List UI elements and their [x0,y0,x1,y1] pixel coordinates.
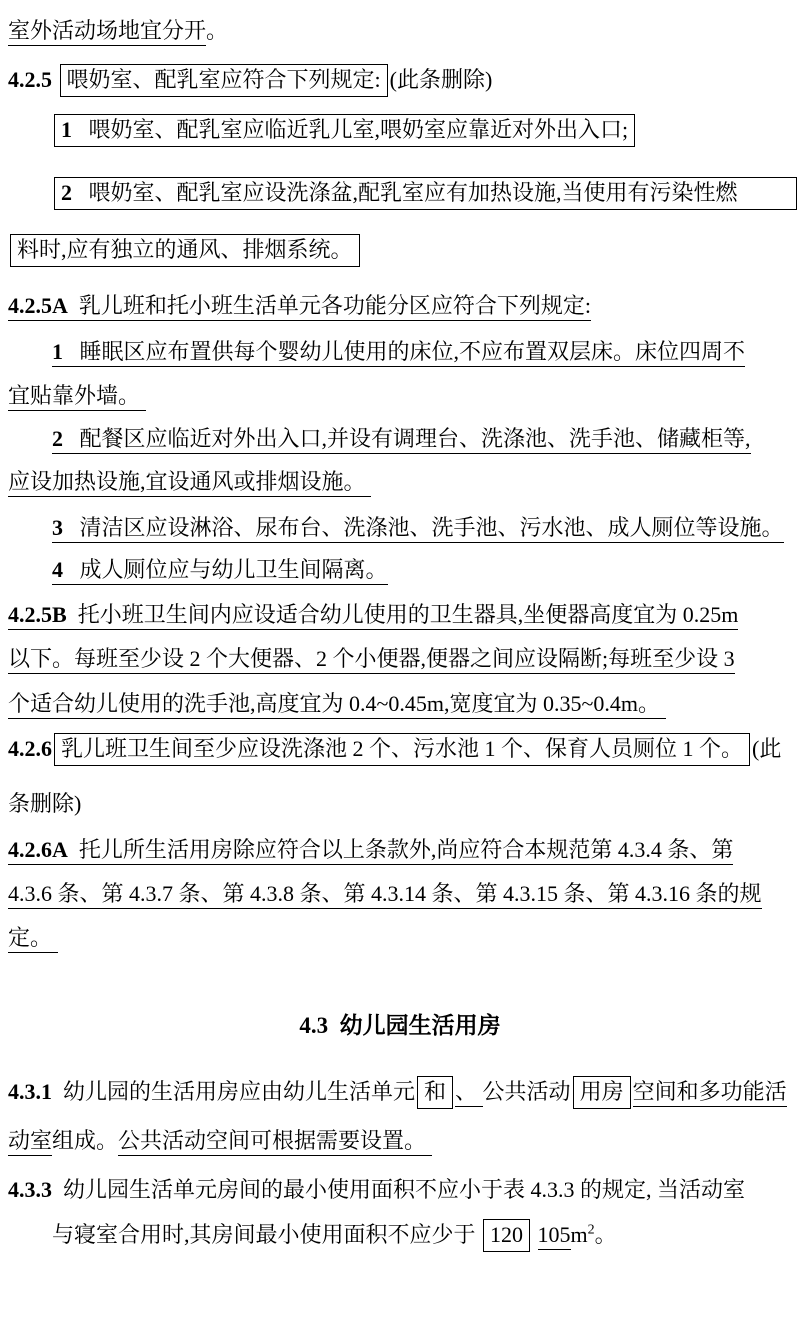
revision-box [54,114,635,147]
underlined-text [118,1128,432,1156]
text-run: 托儿所生活用房除应符合以上条款外,尚应符合本规范第 4.3.4 条、第 [67,837,734,862]
text-run: 以下。每班至少设 2 个大便器、2 个小便器,便器之间应设隔断;每班至少设 3 [8,646,735,671]
text-line [52,114,637,147]
text-run: 清洁区应设淋浴、尿布台、洗涤池、洗手池、污水池、成人厕位等设施。 [63,515,784,540]
text-run: 用房 [579,1079,624,1104]
text-line [52,177,795,210]
underlined-text [8,1128,52,1156]
text-run: 4 [52,557,63,582]
text-run: 公共活动空间可根据需要设置。 [118,1128,432,1153]
underlined-text [455,1079,483,1107]
text-run: 睡眠区应布置供每个婴幼儿使用的床位,不应布置双层床。床位四周不 [63,339,746,364]
text-line [52,1219,617,1252]
underlined-text [8,383,146,411]
underlined-text: 室外活动场地宜分开 [8,18,206,46]
revision-box [483,1219,530,1252]
text-line [52,337,745,367]
text-line [8,467,371,497]
text-line [8,600,738,630]
text-run: 4.3.6 条、第 4.3.7 条、第 4.3.8 条、第 4.3.14 条、第 4.3.15 条、第 4.3.16 条的规 [8,881,762,906]
text-run: 、 [455,1079,483,1104]
text-run: 4.2.6A [8,837,68,862]
text-run: 幼儿园的生活用房应由幼儿生活单元 [52,1079,416,1104]
text-run: 1 [52,339,63,364]
text-line [52,424,751,454]
text-line [8,879,762,909]
revision-box [54,733,750,766]
text-run: (此条删除) [389,67,493,92]
text-run: 。 [594,1222,617,1247]
text-run: 乳儿班和托小班生活单元各功能分区应符合下列规定: [67,293,592,318]
text-run: 1 [61,117,72,142]
text-run: 3 [52,515,63,540]
text-run: 4.2.6 [8,736,52,761]
text-run: 120 [490,1222,524,1247]
text-run: 。 [206,18,229,43]
text-line [8,1175,745,1205]
underlined-text [633,1079,787,1107]
section-heading [0,1011,800,1041]
text-run: 喂奶室、配乳室应设洗涤盆,配乳室应有加热设施,当使用有污染性燃 [72,180,738,205]
text-line [8,733,781,766]
text-line [8,291,591,321]
text-line [8,1126,432,1156]
text-run: 配餐区应临近对外出入口,并设有调理台、洗涤池、洗手池、储藏柜等, [63,426,751,451]
text-run: 个适合幼儿使用的洗手池,高度宜为 0.4~0.45m,宽度宜为 0.35~0.4m。 [8,691,666,716]
text-run: 条删除) [8,791,82,816]
underlined-text [52,557,388,585]
text-line [8,64,492,97]
text-run: 幼儿园生活单元房间的最小使用面积不应小于表 4.3.3 的规定, 当活动室 [52,1177,746,1202]
underlined-text [8,881,762,909]
text-line [8,644,735,674]
text-run: 喂奶室、配乳室应临近乳儿室,喂奶室应靠近对外出入口; [72,117,629,142]
revision-box [10,234,360,267]
text-run: 料时,应有独立的通风、排烟系统。 [17,237,353,262]
underlined-text [8,691,666,719]
text-line [8,381,146,411]
revision-box [417,1076,453,1109]
underlined-text [52,339,745,367]
text-line [8,234,362,267]
underlined-text [52,426,751,454]
text-run: 与寝室合用时,其房间最小使用面积不应少于 [52,1222,482,1247]
underlined-text [8,646,735,674]
superscript: 2 [587,1222,595,1238]
underlined-text [8,925,58,953]
text-run: 定。 [8,925,58,950]
text-run: 成人厕位应与幼儿卫生间隔离。 [63,557,388,582]
text-run: 4.2.5B [8,602,67,627]
text-run: 公共活动 [482,1079,571,1104]
text-run: 2 [61,180,72,205]
text-line [52,513,784,543]
text-line [8,789,81,819]
text-run: 空间和多功能活 [632,1079,787,1104]
text-run: 组成。 [52,1128,119,1153]
text-run: 宜贴靠外墙。 [8,383,146,408]
text-line [8,1076,787,1109]
text-run: 4.3 幼儿园生活用房 [299,1013,501,1038]
revision-box [54,177,797,210]
text-run: 4.3.3 [8,1177,52,1202]
text-run: 和 [424,1079,447,1104]
underlined-text [8,293,591,321]
revision-box [573,1076,631,1109]
text-run: 4.2.5A [8,293,68,318]
text-line [8,923,58,953]
text-line [52,555,388,585]
text-run: 喂奶室、配乳室应符合下列规定: [66,67,381,92]
underlined-text [8,837,733,865]
underlined-text [8,469,371,497]
text-run: 2 [52,426,63,451]
text-run: 乳儿班卫生间至少应设洗涤池 2 个、污水池 1 个、保育人员厕位 1 个。 [61,736,744,761]
text-run: 4.2.5 [8,67,58,92]
text-line [8,835,733,865]
underlined-text [538,1222,571,1250]
text-run: 动室 [8,1128,53,1153]
text-run: 4.3.1 [8,1079,52,1104]
underlined-text [8,602,738,630]
text-line [8,16,228,46]
underlined-text [52,515,784,543]
text-run: (此 [752,736,782,761]
text-line [8,689,666,719]
text-run: m [570,1222,588,1247]
text-run: 托小班卫生间内应设适合幼儿使用的卫生器具,坐便器高度宜为 0.25m [66,602,739,627]
text-run: 应设加热设施,宜设通风或排烟设施。 [8,469,372,494]
text-run: 105 [537,1222,571,1247]
revision-box [60,64,388,97]
